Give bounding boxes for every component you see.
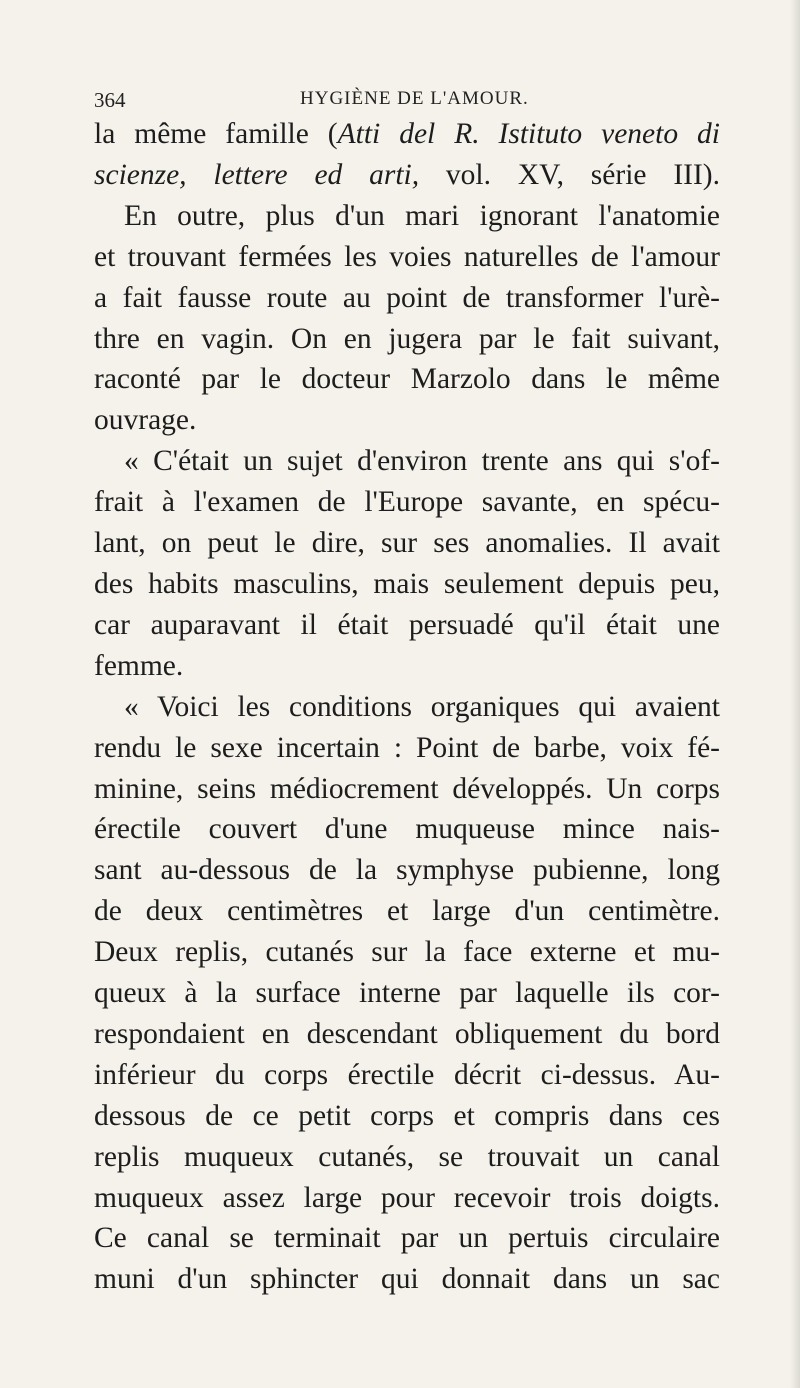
page-number: 364 bbox=[94, 88, 126, 112]
text-line: lant, on peut le dire, sur ses anomalies. Il avait bbox=[94, 527, 720, 560]
text-line: ouvrage. bbox=[94, 404, 197, 437]
text-line: thre en vagin. On en jugera par le fait suivant, bbox=[94, 322, 720, 355]
text-line: des habits masculins, mais seulement depuis peu, bbox=[94, 567, 720, 600]
text-line: replis muqueux cutanés, se trouvait un canal bbox=[94, 1140, 720, 1173]
text-line: inférieur du corps érectile décrit ci-dessus. Au- bbox=[94, 1058, 720, 1091]
text-line: En outre, plus d'un mari ignorant l'anatomie bbox=[124, 199, 720, 232]
text-line: Ce canal se terminait par un pertuis circulaire bbox=[94, 1222, 720, 1255]
text-line: femme. bbox=[94, 649, 184, 682]
citation-title-italic: Atti del R. Istituto veneto di bbox=[337, 118, 720, 150]
text-line: et trouvant fermées les voies naturelles de l'amour bbox=[94, 240, 720, 273]
text-line: queux à la surface interne par laquelle ils cor- bbox=[94, 977, 720, 1010]
body-text bbox=[94, 114, 720, 1300]
text-line: rendu le sexe incertain : Point de barbe, voix fé- bbox=[94, 731, 720, 764]
text-line bbox=[94, 155, 720, 196]
page-header bbox=[94, 88, 714, 112]
citation-title-italic: scienze, lettere ed arti, bbox=[94, 158, 420, 191]
text-line: « Voici les conditions organiques qui avaient bbox=[124, 690, 720, 723]
text-line: « C'était un sujet d'environ trente ans qui s'of- bbox=[124, 445, 720, 478]
running-title: HYGIÈNE DE L'AMOUR. bbox=[300, 88, 529, 109]
text-line: dessous de ce petit corps et compris dans ces bbox=[94, 1099, 720, 1132]
text-line: minine, seins médiocrement développés. Un corps bbox=[94, 772, 720, 805]
text-line: muni d'un sphincter qui donnait dans un sac bbox=[94, 1263, 720, 1296]
text-line: de deux centimètres et large d'un centimètre. bbox=[94, 895, 720, 928]
text-line: respondaient en descendant obliquement du bord bbox=[94, 1017, 720, 1050]
text-line: érectile couvert d'une muqueuse mince nais- bbox=[94, 813, 720, 846]
text-line: frait à l'examen de l'Europe savante, en spécu- bbox=[94, 486, 720, 519]
text-line bbox=[94, 114, 720, 155]
text-line: Deux replis, cutanés sur la face externe et mu- bbox=[94, 936, 720, 969]
text-line: muqueux assez large pour recevoir trois doigts. bbox=[94, 1181, 720, 1214]
text-line: raconté par le docteur Marzolo dans le même bbox=[94, 363, 720, 396]
text-segment: la même famille ( bbox=[94, 118, 338, 150]
text-line: a fait fausse route au point de transformer l'urè- bbox=[94, 281, 720, 314]
text-line: sant au-dessous de la symphyse pubienne, long bbox=[94, 854, 720, 887]
text-segment: vol. XV, série III). bbox=[419, 158, 720, 191]
text-line: car auparavant il était persuadé qu'il était une bbox=[94, 608, 720, 641]
page-edge-shadow bbox=[790, 0, 800, 1388]
